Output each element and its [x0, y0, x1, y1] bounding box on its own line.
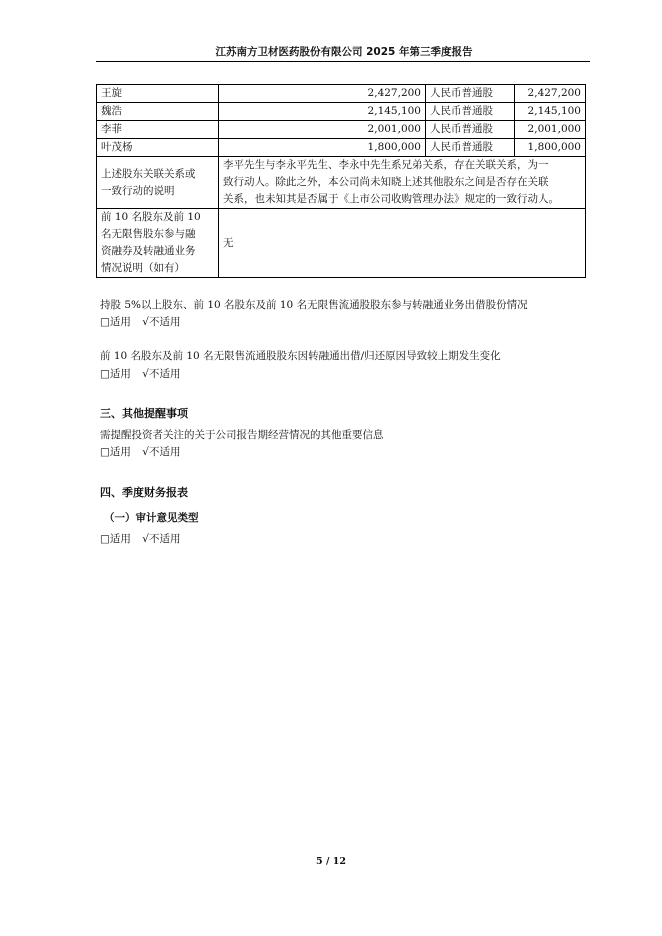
margin-label-line: 名无限售股东参与融	[101, 228, 196, 240]
header-divider	[96, 61, 590, 62]
relation-text-line: 李平先生与李永平先生、李永中先生系兄弟关系，存在关联关系，为一	[223, 159, 549, 171]
margin-description: 无	[219, 209, 586, 278]
lending-options	[100, 314, 180, 330]
table-row	[97, 121, 586, 139]
section-three-options	[100, 444, 180, 460]
share-type: 人民币普通股	[426, 103, 515, 121]
not-applicable-checkbox: √不适用	[142, 446, 181, 458]
holder-shares: 1,800,000	[219, 139, 426, 157]
table-row	[97, 103, 586, 121]
margin-label	[97, 209, 219, 278]
share-type: 人民币普通股	[426, 85, 515, 103]
relation-text-line: 致行动人。除此之外，本公司尚未知晓上述其他股东之间是否存在关联	[223, 176, 549, 188]
margin-row	[97, 209, 586, 278]
share-type-count: 2,427,200	[515, 85, 586, 103]
table-row	[97, 139, 586, 157]
not-applicable-checkbox: √不适用	[142, 533, 181, 545]
relation-row	[97, 157, 586, 209]
share-type: 人民币普通股	[426, 121, 515, 139]
change-options	[100, 366, 180, 382]
audit-opinion-options	[100, 531, 180, 547]
share-type: 人民币普通股	[426, 139, 515, 157]
holder-shares: 2,427,200	[219, 85, 426, 103]
page-number: 5 / 12	[316, 856, 346, 867]
not-applicable-checkbox: √不适用	[142, 316, 181, 328]
applicable-checkbox: □适用	[100, 533, 131, 545]
section-three-text: 需提醒投资者关注的关于公司报告期经营情况的其他重要信息	[100, 429, 384, 441]
relation-label-line: 一致行动的说明	[101, 184, 175, 197]
applicable-checkbox: □适用	[100, 368, 131, 380]
report-header-title: 江苏南方卫材医药股份有限公司 2025 年第三季度报告	[215, 46, 473, 58]
table-row	[97, 85, 586, 103]
applicable-checkbox: □适用	[100, 316, 131, 328]
share-type-count: 2,145,100	[515, 103, 586, 121]
change-section-text: 前 10 名股东及前 10 名无限售流通股股东因转融通出借/归还原因导致较上期发生变化	[100, 350, 501, 362]
audit-opinion-heading: （一）审计意见类型	[104, 512, 199, 524]
holder-shares: 2,001,000	[219, 121, 426, 139]
holder-name: 魏浩	[97, 103, 219, 121]
section-four-heading: 四、季度财务报表	[100, 486, 188, 499]
relation-label	[97, 157, 219, 209]
relation-description	[219, 157, 586, 209]
relation-label-line: 上述股东关联关系或	[101, 167, 196, 180]
share-type-count: 1,800,000	[515, 139, 586, 157]
top-holders-table	[96, 84, 586, 278]
applicable-checkbox: □适用	[100, 446, 131, 458]
share-type-count: 2,001,000	[515, 121, 586, 139]
margin-label-line: 资融券及转融通业务	[101, 245, 196, 257]
not-applicable-checkbox: √不适用	[142, 368, 181, 380]
holder-name: 叶茂杨	[97, 139, 219, 157]
holder-shares: 2,145,100	[219, 103, 426, 121]
holder-name: 王旋	[97, 85, 219, 103]
section-three-heading: 三、其他提醒事项	[100, 407, 188, 420]
holder-name: 李菲	[97, 121, 219, 139]
relation-text-line: 关系，也未知其是否属于《上市公司收购管理办法》规定的一致行动人。	[223, 193, 559, 205]
margin-label-line: 前 10 名股东及前 10	[101, 211, 201, 223]
margin-label-line: 情况说明（如有）	[101, 262, 185, 274]
lending-section-text: 持股 5%以上股东、前 10 名股东及前 10 名无限售流通股股东参与转融通业务出借股份情况	[100, 299, 528, 311]
